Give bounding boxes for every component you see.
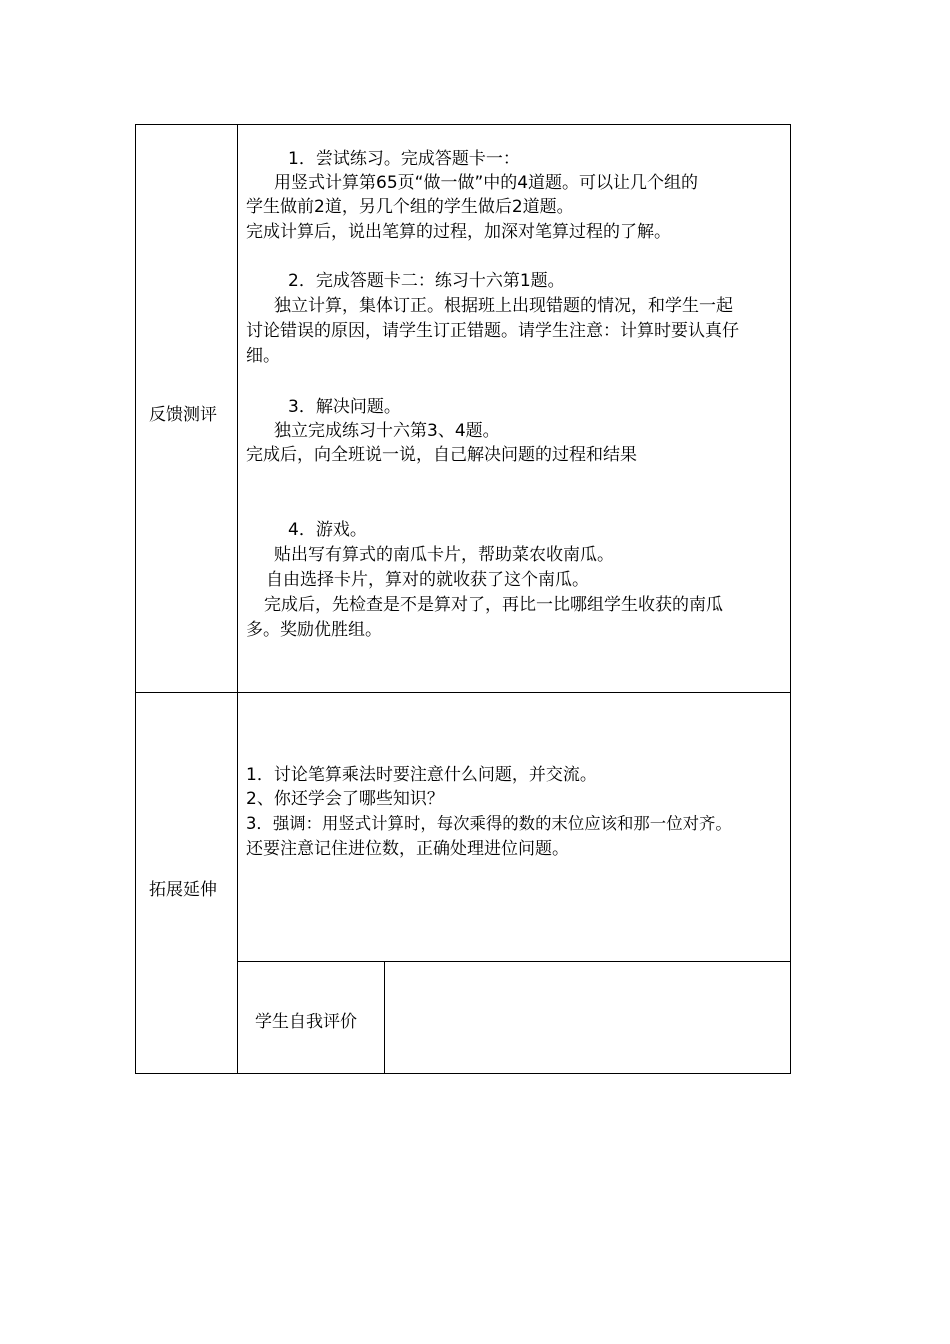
column-divider [237, 125, 238, 1073]
text-line: 完成计算后，说出笔算的过程，加深对笔算过程的了解。 [246, 222, 671, 242]
text-line: 1．讨论笔算乘法时要注意什么问题，并交流。 [246, 765, 597, 785]
text-line: 完成后，先检查是不是算对了，再比一比哪组学生收获的南瓜 [264, 595, 723, 615]
text-line: 2、你还学会了哪些知识？ [246, 789, 444, 809]
self-eval-row-divider [237, 961, 790, 962]
self-eval-column-divider [384, 961, 385, 1073]
feedback-section-label: 反馈测评 [149, 405, 217, 425]
text-line: 自由选择卡片，算对的就收获了这个南瓜。 [266, 570, 589, 590]
text-line: 还要注意记住进位数，正确处理进位问题。 [246, 839, 569, 859]
text-line: 独立计算，集体订正。根据班上出现错题的情况，和学生一起 [274, 296, 733, 316]
feedback-content [246, 125, 790, 692]
text-line: 学生做前2道，另几个组的学生做后2道题。 [246, 197, 574, 217]
text-line: 2．完成答题卡二：练习十六第1题。 [288, 271, 565, 291]
lesson-plan-table [135, 124, 791, 1074]
text-line: 讨论错误的原因，请学生订正错题。请学生注意：计算时要认真仔 [246, 321, 739, 341]
text-line: 4．游戏。 [288, 520, 367, 540]
text-line: 贴出写有算式的南瓜卡片，帮助菜农收南瓜。 [274, 545, 614, 565]
text-line: 用竖式计算第65页“做一做”中的4道题。可以让几个组的 [274, 173, 699, 193]
text-line: 3．解决问题。 [288, 397, 401, 417]
text-line: 1．尝试练习。完成答题卡一： [288, 149, 520, 169]
extension-content [246, 693, 790, 961]
text-line: 细。 [246, 346, 280, 366]
extension-section-label: 拓展延伸 [149, 880, 217, 900]
text-line: 完成后，向全班说一说，自己解决问题的过程和结果 [246, 445, 637, 465]
text-line: 独立完成练习十六第3、4题。 [274, 421, 500, 441]
text-line: 多。奖励优胜组。 [246, 620, 382, 640]
text-line: 3．强调：用竖式计算时，每次乘得的数的末位应该和那一位对齐。 [246, 814, 732, 833]
self-eval-value [386, 963, 790, 1073]
self-eval-label: 学生自我评价 [255, 1012, 357, 1032]
